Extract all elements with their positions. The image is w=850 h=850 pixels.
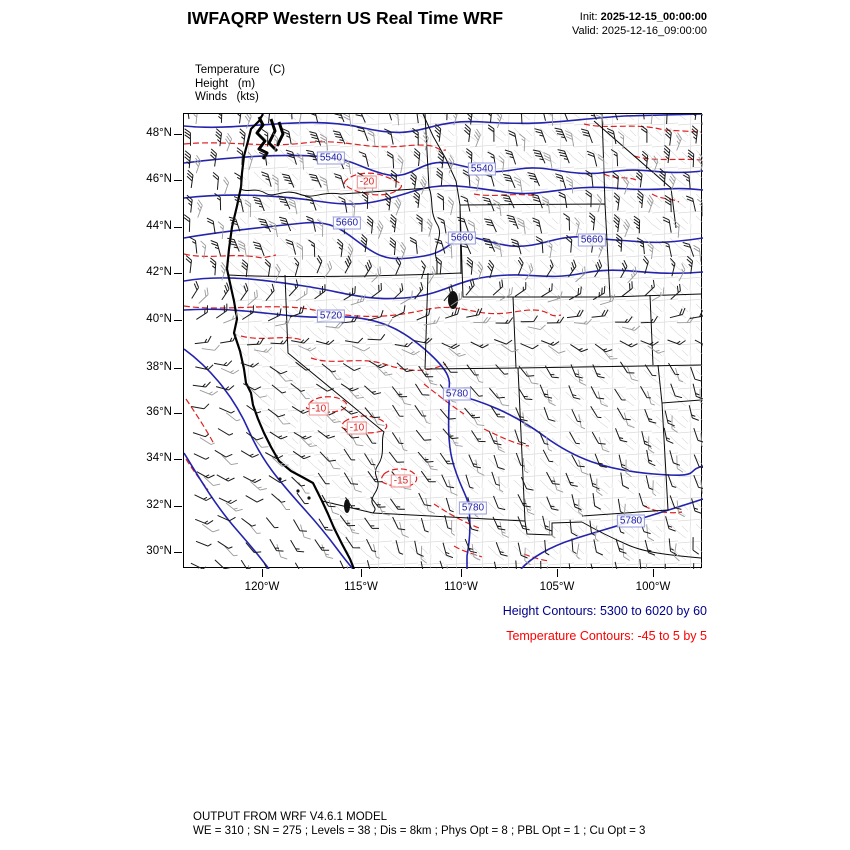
lat-tick-label: 36°N xyxy=(146,406,172,418)
lat-tick xyxy=(174,413,182,415)
footer-model: OUTPUT FROM WRF V4.6.1 MODEL xyxy=(193,811,388,823)
weather-map xyxy=(183,113,702,568)
field-legend xyxy=(195,64,285,105)
lon-tick xyxy=(557,569,559,577)
channel-island xyxy=(296,489,299,492)
lon-tick-label: 100°W xyxy=(635,581,671,593)
height-contour-label: 5660 xyxy=(333,217,361,230)
valid-label: Valid: xyxy=(572,25,599,37)
lat-tick-label: 30°N xyxy=(146,545,172,557)
legend-height: Height (m) xyxy=(195,77,256,90)
init-label: Init: xyxy=(579,11,598,23)
legend-winds: Winds (kts) xyxy=(195,91,259,103)
height-contour-label: 5660 xyxy=(448,232,476,245)
lon-tick-label: 105°W xyxy=(539,581,575,593)
lat-tick xyxy=(174,459,182,461)
height-contour-label: 5780 xyxy=(443,388,471,401)
lat-tick xyxy=(174,368,182,370)
lat-tick-label: 38°N xyxy=(146,361,172,373)
lat-tick-label: 44°N xyxy=(146,220,172,232)
valid-time xyxy=(572,24,707,38)
init-time xyxy=(572,10,707,24)
init-value: 2025-12-15_00:00:00 xyxy=(600,11,707,23)
lat-tick-label: 34°N xyxy=(146,452,172,464)
salton-sea xyxy=(344,499,350,513)
channel-island xyxy=(307,496,310,499)
height-contour-label: 5780 xyxy=(617,515,645,528)
lat-tick xyxy=(174,227,182,229)
lat-tick xyxy=(174,273,182,275)
temperature-contour-label: -20 xyxy=(357,176,377,189)
lat-tick xyxy=(174,320,182,322)
height-contour-label: 5540 xyxy=(317,152,345,165)
height-contour-label: 5780 xyxy=(459,502,487,515)
lat-tick xyxy=(174,134,182,136)
height-contour-label: 5540 xyxy=(468,163,496,176)
lat-tick-label: 46°N xyxy=(146,173,172,185)
lon-tick-label: 110°W xyxy=(444,581,478,593)
height-contour-label: 5720 xyxy=(317,310,345,323)
lat-tick xyxy=(174,506,182,508)
valid-value: 2025-12-16_09:00:00 xyxy=(601,25,707,37)
temperature-contour-label: -10 xyxy=(347,422,367,435)
page-title: IWFAQRP Western US Real Time WRF xyxy=(186,8,504,28)
lon-tick xyxy=(361,569,363,577)
temperature-contour-label: -10 xyxy=(309,403,329,416)
lat-tick xyxy=(174,180,182,182)
lat-tick-label: 40°N xyxy=(146,313,172,325)
lon-tick-label: 120°W xyxy=(244,581,280,593)
run-times xyxy=(572,10,707,38)
footer-config: WE = 310 ; SN = 275 ; Levels = 38 ; Dis = 8km ; Phys Opt = 8 ; PBL Opt = 1 ; Cu Opt = 3 xyxy=(193,825,646,837)
lat-tick-label: 32°N xyxy=(146,499,172,511)
lat-tick-label: 42°N xyxy=(146,266,172,278)
lon-tick xyxy=(262,569,264,577)
channel-island xyxy=(278,477,281,480)
height-contour-label: 5660 xyxy=(578,234,606,247)
temperature-contour-label: -15 xyxy=(391,475,411,488)
lon-tick xyxy=(461,569,463,577)
lat-tick-label: 48°N xyxy=(146,127,172,139)
lon-tick-label: 115°W xyxy=(344,581,378,593)
model-footer xyxy=(193,810,645,838)
lat-tick xyxy=(174,552,182,554)
temperature-contours-caption: Temperature Contours: -45 to 5 by 5 xyxy=(506,629,707,643)
height-contours-caption: Height Contours: 5300 to 6020 by 60 xyxy=(502,604,707,618)
map-canvas xyxy=(184,114,703,569)
legend-temperature: Temperature (C) xyxy=(195,64,286,76)
lon-tick xyxy=(653,569,655,577)
